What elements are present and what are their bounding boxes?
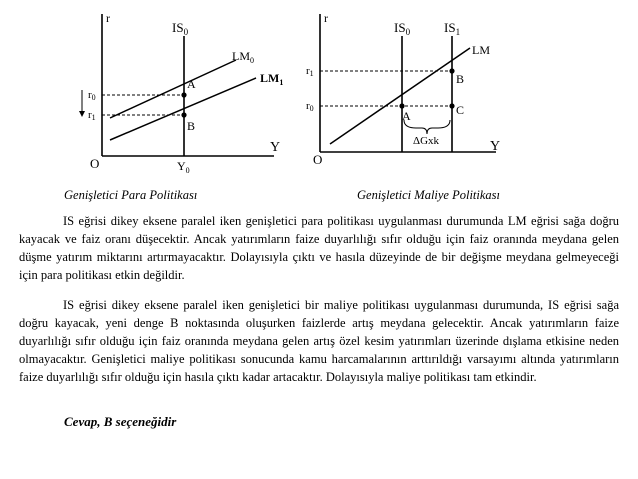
lm0-label-main: LM xyxy=(232,49,250,63)
r-axis-label: r xyxy=(106,11,110,25)
r0-label xyxy=(88,89,96,102)
point-b xyxy=(181,112,186,117)
is1-label-main: IS xyxy=(444,20,456,35)
r0-label-sub: 0 xyxy=(309,104,314,113)
is1-label xyxy=(444,20,460,37)
r0-label-main: r xyxy=(88,89,92,101)
is-label-main: IS xyxy=(172,20,184,35)
y0-label-main: Y xyxy=(177,159,186,173)
point-b xyxy=(449,68,454,73)
r0-label-main: r xyxy=(306,100,310,112)
y-axis-label: Y xyxy=(270,140,281,155)
r0-label xyxy=(306,100,314,113)
lm1-curve xyxy=(110,78,256,140)
point-a-label: A xyxy=(187,77,196,91)
y-axis-label: Y xyxy=(490,139,501,154)
lm1-label-main: LM xyxy=(260,71,280,85)
point-b-label: B xyxy=(456,72,465,86)
arrow-head-icon xyxy=(79,111,85,117)
r1-label-main: r xyxy=(306,65,310,77)
is0-label xyxy=(394,20,411,37)
lm0-curve xyxy=(110,60,236,118)
r0-label-sub: 0 xyxy=(91,93,96,102)
fiscal-policy-caption: Genişletici Maliye Politikası xyxy=(357,188,501,202)
monetary-policy-diagram xyxy=(76,8,296,178)
y0-label xyxy=(177,159,190,175)
r1-label xyxy=(306,65,314,78)
fiscal-policy-diagram xyxy=(300,8,520,178)
delta-brace xyxy=(404,120,450,134)
answer-line: Cevap, B seçeneğidir xyxy=(64,414,177,429)
lm-label: LM xyxy=(472,43,490,57)
point-b-label: B xyxy=(187,119,196,133)
lm1-label xyxy=(260,71,283,87)
r1-label-sub: 1 xyxy=(91,113,96,122)
monetary-policy-explanation: IS eğrisi dikey eksene paralel iken genişletici para politikası uygulanması durumunda LM eğrisi sağa doğru kayacak ve faiz oranı düşecektir. Ancak yatırımların faize duyarlılığı sıfır olduğu için faiz oranında meydana gelen düşme yatırım miktarını artırmayacaktır. Dolayısıyla çıktı ve hasıla düzeyinde de bir değişme meydana gelmeyeceği için para politikası etkin değildir. xyxy=(19,214,619,282)
origin-label: O xyxy=(90,156,100,171)
lm0-label-sub: 0 xyxy=(250,56,254,65)
origin-label: O xyxy=(313,152,323,167)
lm1-label-sub: 1 xyxy=(279,78,284,87)
monetary-policy-caption: Genişletici Para Politikası xyxy=(64,188,198,202)
lm-curve xyxy=(330,48,470,144)
is1-label-sub: 1 xyxy=(455,27,461,37)
point-a-label: A xyxy=(402,109,411,123)
r1-label-sub: 1 xyxy=(309,69,314,78)
is-label-sub: 0 xyxy=(183,27,189,37)
r-axis-label: r xyxy=(324,11,328,25)
delta-gxk-label: ΔGxk xyxy=(413,135,440,147)
point-c-label: C xyxy=(456,103,465,117)
point-a xyxy=(181,92,186,97)
is-label xyxy=(172,20,189,37)
lm0-label xyxy=(232,49,254,65)
fiscal-policy-explanation: IS eğrisi dikey eksene paralel iken genişletici bir maliye politikası uygulanması durumunda, IS eğrisi sağa doğru kayacak, yeni denge B noktasında oluşurken faizlerde artış meydana gelecektir. Ancak yatırımların faize duyarlılığı sıfır olduğu için faiz oranında meydana gelen artış özel kesim yatırımları üzerinde dışlama etkisine neden olmayacaktır. Genişletici maliye politikası sonucunda kamu harcamalarının arttırıldığı varsayımı altında yatırımların faize duyarlılığı sıfır olduğu için hasıla çıktı kadar artacaktır. Dolayısıyla maliye politikası tam etkindir. xyxy=(19,298,619,384)
point-a xyxy=(399,103,404,108)
r1-label xyxy=(88,109,96,122)
is0-label-main: IS xyxy=(394,20,406,35)
y0-label-sub: 0 xyxy=(185,166,190,175)
point-c xyxy=(449,103,454,108)
is0-label-sub: 0 xyxy=(405,27,411,37)
r1-label-main: r xyxy=(88,109,92,121)
